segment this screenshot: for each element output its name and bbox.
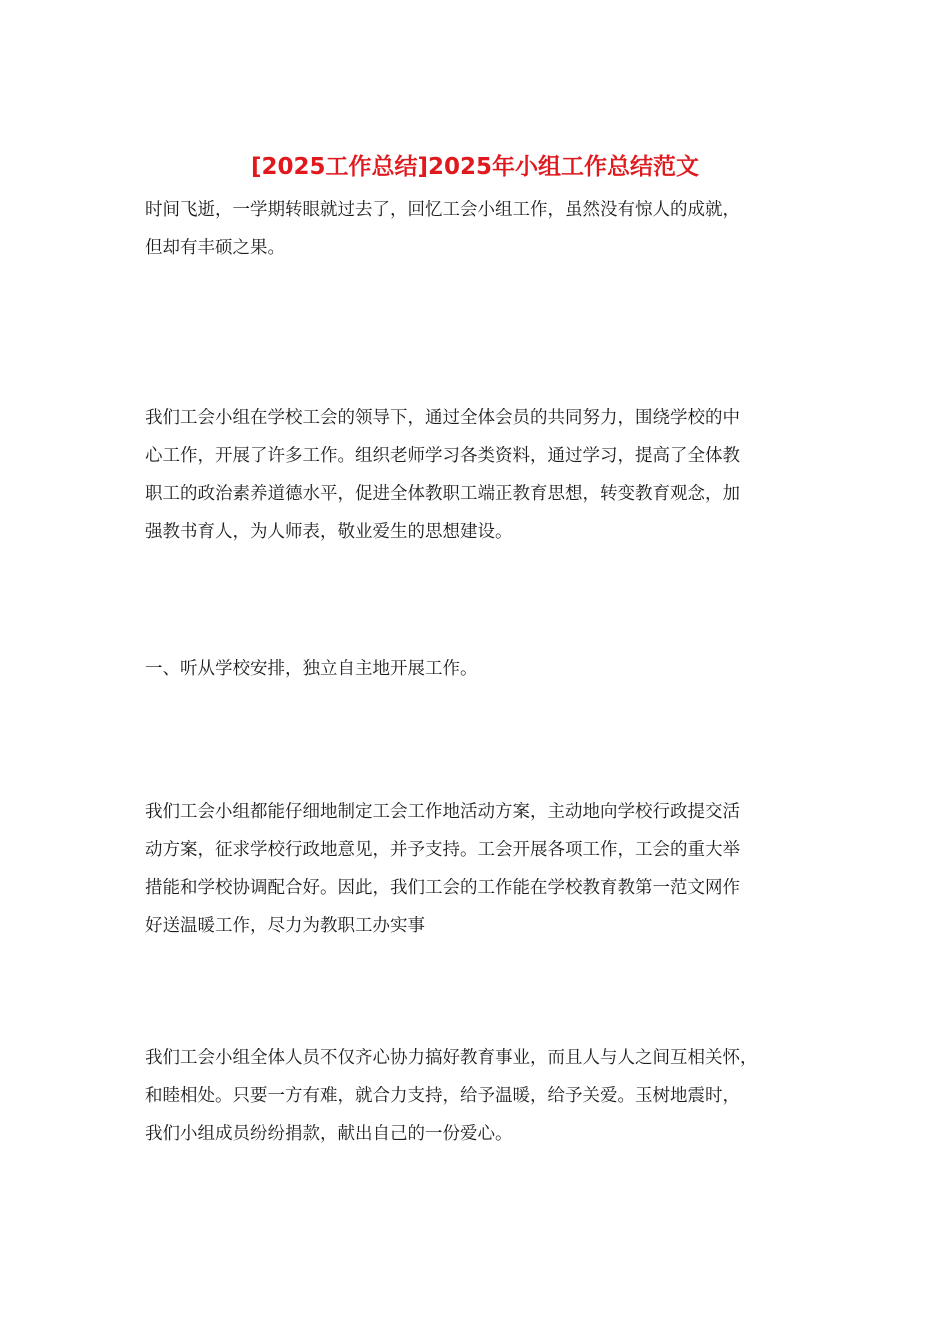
paragraph-line: 时间飞逝，一学期转眼就过去了，回忆工会小组工作，虽然没有惊人的成就， (145, 200, 740, 220)
paragraph-line: 动方案，征求学校行政地意见，并予支持。工会开展各项工作，工会的重大举 (145, 840, 740, 860)
paragraph-line: 心工作，开展了许多工作。组织老师学习各类资料，通过学习，提高了全体教 (145, 446, 740, 466)
paragraph-union-work (145, 399, 815, 551)
paragraph-line: 措能和学校协调配合好。因此，我们工会的工作能在学校教育教第一范文网作 (145, 878, 740, 898)
paragraph-line: 我们小组成员纷纷捐款，献出自己的一份爱心。 (145, 1124, 513, 1144)
paragraph-mutual-care (145, 1039, 815, 1153)
paragraph-intro (145, 191, 815, 267)
paragraph-activity-plan (145, 793, 815, 945)
paragraph-line: 和睦相处。只要一方有难，就合力支持，给予温暖，给予关爱。玉树地震时， (145, 1086, 740, 1106)
paragraph-line: 一、听从学校安排，独立自主地开展工作。 (145, 659, 478, 679)
paragraph-line: 但却有丰硕之果。 (145, 238, 285, 258)
paragraph-line: 我们工会小组全体人员不仅齐心协力搞好教育事业，而且人与人之间互相关怀， (145, 1048, 758, 1068)
paragraph-line: 我们工会小组在学校工会的领导下，通过全体会员的共同努力，围绕学校的中 (145, 408, 740, 428)
page-title: [2025工作总结]2025年小组工作总结范文 (250, 154, 700, 180)
paragraph-line: 强教书育人，为人师表，敬业爱生的思想建设。 (145, 522, 513, 542)
section-heading-1 (145, 650, 815, 688)
paragraph-line: 好送温暖工作，尽力为教职工办实事 (145, 916, 425, 936)
paragraph-line: 职工的政治素养道德水平，促进全体教职工端正教育思想，转变教育观念，加 (145, 484, 740, 504)
paragraph-line: 我们工会小组都能仔细地制定工会工作地活动方案，主动地向学校行政提交活 (145, 802, 740, 822)
